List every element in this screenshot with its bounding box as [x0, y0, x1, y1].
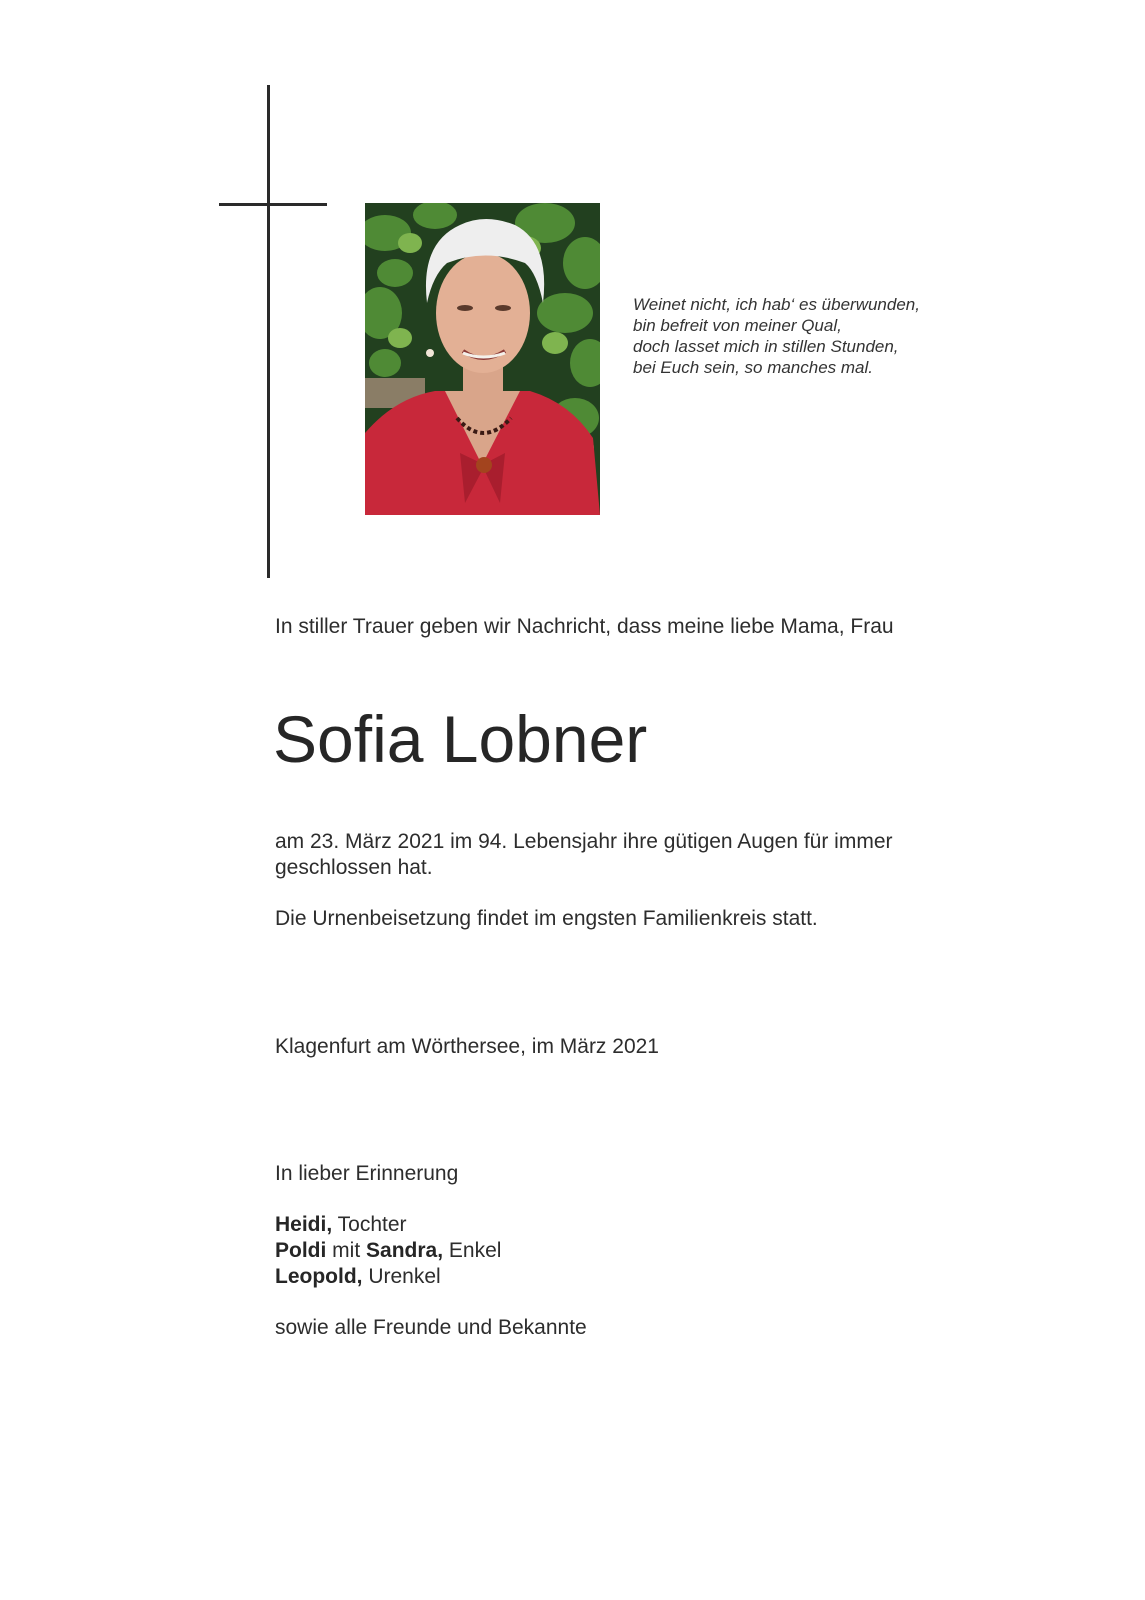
- mourner-name: Poldi: [275, 1239, 327, 1262]
- mourners-heading: In lieber Erinnerung: [275, 1162, 459, 1185]
- poem-line: Weinet nicht, ich hab‘ es überwunden,: [633, 295, 920, 314]
- mourner-row: [275, 1238, 501, 1264]
- cross-horizontal-bar: [219, 203, 327, 206]
- mourner-name: Sandra,: [366, 1239, 444, 1262]
- place-and-date: Klagenfurt am Wörthersee, im März 2021: [275, 1035, 659, 1058]
- memorial-poem: [633, 294, 1033, 378]
- funeral-notice: Die Urnenbeisetzung findet im engsten Familienkreis statt.: [275, 907, 818, 930]
- death-notice-line-2: geschlossen hat.: [275, 856, 433, 879]
- death-notice-line-1: am 23. März 2021 im 94. Lebensjahr ihre gütigen Augen für immer: [275, 830, 893, 853]
- mourner-relation: Enkel: [443, 1239, 502, 1262]
- mourner-relation: Tochter: [332, 1213, 407, 1236]
- poem-line: bei Euch sein, so manches mal.: [633, 358, 874, 377]
- announcement-intro: In stiller Trauer geben wir Nachricht, dass meine liebe Mama, Frau: [275, 615, 894, 638]
- portrait-photo: [365, 203, 600, 515]
- deceased-name: Sofia Lobner: [273, 702, 648, 776]
- poem-line: bin befreit von meiner Qual,: [633, 316, 842, 335]
- mourner-row: [275, 1212, 407, 1238]
- mourner-connector: mit: [326, 1239, 367, 1262]
- mourner-name: Heidi,: [275, 1213, 333, 1236]
- mourners-closing: sowie alle Freunde und Bekannte: [275, 1316, 587, 1339]
- poem-line: doch lasset mich in stillen Stunden,: [633, 337, 899, 356]
- mourner-relation: Urenkel: [362, 1265, 441, 1288]
- mourner-row: [275, 1264, 441, 1290]
- cross-vertical-bar: [267, 85, 270, 578]
- mourner-name: Leopold,: [275, 1265, 363, 1288]
